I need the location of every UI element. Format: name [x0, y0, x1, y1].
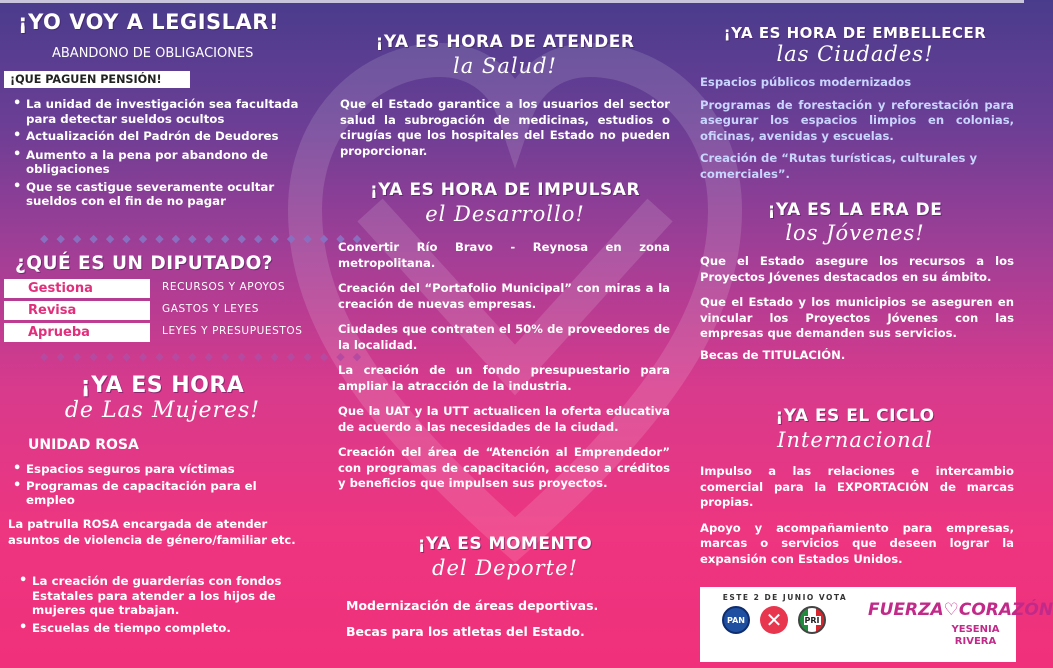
intl-script: Internacional: [777, 428, 933, 452]
guarderias-list: [12, 574, 312, 635]
list-item: • Espacios seguros para víctimas: [6, 462, 306, 477]
column-middle: [330, 0, 680, 668]
diputado-desc: GASTOS Y LEYES: [162, 303, 260, 315]
deporte-item: Modernización de áreas deportivas.: [346, 598, 599, 613]
desarrollo-script: el Desarrollo!: [425, 202, 585, 226]
diputado-table: [0, 278, 320, 344]
list-item: Apoyo y acompañamiento para empresas, marcas o servicios que deseen lograr la expansión con Estados Unidos.: [700, 520, 1014, 566]
diputado-verb: Gestiona: [4, 279, 150, 298]
list-item: • La unidad de investigación sea facultada para detectar sueldos ocultos: [6, 97, 312, 126]
ciudades-title: ¡YA ES HORA DE EMBELLECER: [723, 24, 987, 42]
brand-corazon: CORAZÓN: [958, 600, 1053, 620]
list-item: Espacios públicos modernizados: [700, 75, 912, 89]
list-item: Becas de TITULACIÓN.: [700, 347, 846, 362]
pri-logo-text: PRI: [804, 615, 820, 625]
candidate-last: RIVERA: [954, 636, 997, 647]
list-item: • Aumento a la pena por abandono de obligaciones: [6, 148, 312, 177]
unidad-rosa-heading: UNIDAD ROSA: [28, 437, 139, 453]
list-item: Ciudades que contraten el 50% de proveedores de la localidad.: [338, 322, 670, 352]
diputado-desc: RECURSOS Y APOYOS: [162, 281, 286, 293]
column-left: [0, 0, 370, 668]
table-row: [0, 278, 320, 300]
diputado-title: ¿QUÉ ES UN DIPUTADO?: [15, 253, 274, 274]
salud-title: ¡YA ES HORA DE ATENDER: [375, 32, 635, 52]
list-item: • Programas de capacitación para el empleo: [6, 479, 306, 508]
jovenes-list: [700, 254, 1014, 363]
list-item: Que el Estado asegure los recursos a los Proyectos Jóvenes destacados en su ámbito.: [700, 254, 1014, 284]
list-item: Programas de forestación y reforestación para asegurar los espacios limpios en colonias, oficinas, avenidas y escuelas.: [700, 97, 1014, 143]
list-item: Creación del área de “Atención al Emprendedor” con programas de capacitación, acceso a créditos y beneficios que impulsen sus proyectos.: [338, 445, 670, 490]
legislar-list: [6, 97, 312, 209]
intl-list: [700, 464, 1014, 567]
list-item: • Que se castigue severamente ocultar sueldos con el fin de no pagar: [6, 180, 312, 209]
diputado-verb: Revisa: [4, 301, 150, 320]
vote-label: ESTE 2 DE JUNIO VOTA: [722, 593, 848, 602]
column-right: [690, 0, 1024, 668]
ciudades-list: [700, 75, 1014, 182]
salud-text: Que el Estado garantice a los usuarios del sector salud la subrogación de medicinas, estudios o cirugías que los hospitales del Estado no pueden proporcionar.: [340, 97, 670, 158]
brand-fuerza: FUERZA: [868, 600, 944, 620]
list-item: Que el Estado y los municipios se aseguren en vincular los Proyectos Jóvenes con las empresas que demanden sus servicios.: [700, 295, 1014, 340]
x-logo-icon: ✕: [760, 606, 788, 634]
list-item: • La creación de guarderías con fondos Estatales para atender a los hijos de mujeres que trabajan.: [12, 574, 312, 618]
diputado-verb: Aprueba: [4, 323, 150, 342]
list-item: Creación del “Portafolio Municipal” con miras a la creación de nuevas empresas.: [338, 281, 670, 311]
list-item: Impulso a las relaciones e intercambio comercial para la EXPORTACIÓN de marcas propias.: [700, 464, 1014, 509]
table-row: [0, 300, 320, 322]
mujeres-script: de Las Mujeres!: [64, 398, 261, 423]
jovenes-title: ¡YA ES LA ERA DE: [767, 200, 943, 220]
legislar-title: ¡YO VOY A LEGISLAR!: [18, 10, 280, 34]
deporte-script: del Deporte!: [432, 556, 578, 580]
list-item: La creación de un fondo presupuestario para ampliar la atracción de la industria.: [338, 363, 670, 393]
fuerza-corazon-logo: [868, 598, 1053, 658]
divider-wave: ◆◆◆◆◆◆◆◆◆◆◆◆◆◆◆◆◆◆◆◆: [40, 350, 370, 363]
list-item: • Escuelas de tiempo completo.: [12, 621, 312, 636]
list-item: • Actualización del Padrón de Deudores: [6, 129, 312, 144]
deporte-title: ¡YA ES MOMENTO: [417, 534, 593, 554]
ciudades-script: las Ciudades!: [776, 42, 934, 66]
obligaciones-subtitle: ABANDONO DE OBLIGACIONES: [52, 46, 254, 61]
desarrollo-title: ¡YA ES HORA DE IMPULSAR: [369, 180, 641, 200]
salud-script: la Salud!: [453, 54, 557, 78]
pan-logo-text: PAN: [726, 615, 745, 625]
pan-logo-icon: [722, 606, 750, 634]
rosa-list: [6, 462, 306, 508]
patrulla-text: La patrulla ROSA encargada de atender asuntos de violencia de género/familiar etc.: [8, 517, 296, 547]
pri-logo-icon: [798, 606, 826, 634]
jovenes-script: los Jóvenes!: [785, 221, 925, 245]
desarrollo-list: [338, 240, 670, 492]
table-row: [0, 322, 320, 344]
intl-title: ¡YA ES EL CICLO: [775, 406, 935, 426]
list-item: Creación de “Rutas turísticas, culturales y comerciales”.: [700, 151, 978, 181]
list-item: Convertir Río Bravo - Reynosa en zona metropolitana.: [338, 240, 670, 270]
candidate-first: YESENIA: [951, 624, 1000, 635]
diputado-desc: LEYES Y PRESUPUESTOS: [162, 325, 303, 337]
pension-tag: ¡QUE PAGUEN PENSIÓN!: [4, 71, 190, 88]
heart-icon: ♡: [943, 600, 959, 620]
mujeres-title: ¡YA ES HORA: [80, 373, 245, 398]
divider-wave: ◆◆◆◆◆◆◆◆◆◆◆◆◆◆◆◆◆◆◆◆: [40, 232, 370, 245]
deporte-item: Becas para los atletas del Estado.: [346, 624, 585, 639]
list-item: Que la UAT y la UTT actualicen la oferta educativa de acuerdo a las necesidades de la ciudad.: [338, 404, 670, 434]
